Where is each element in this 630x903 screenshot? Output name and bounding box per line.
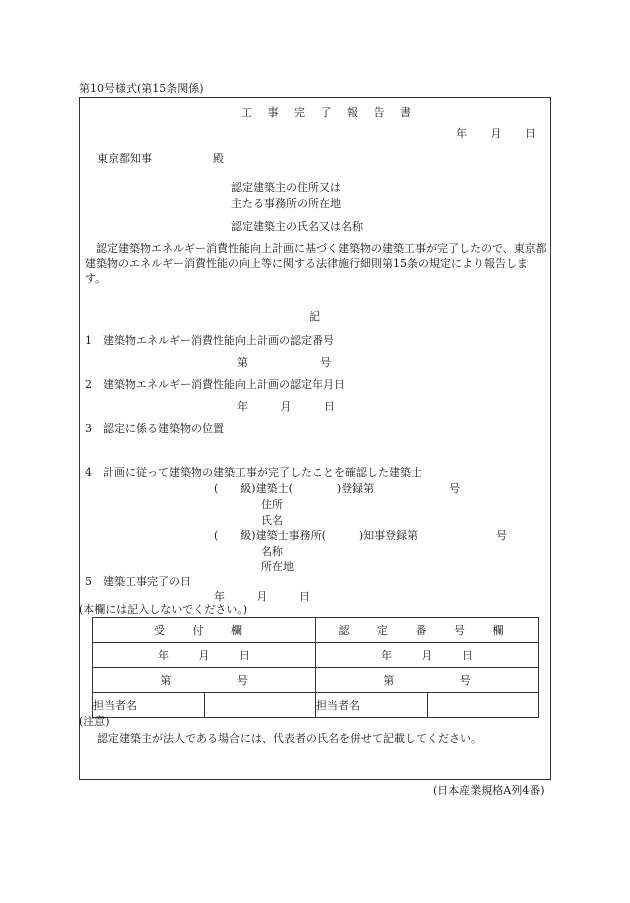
- architect-name-label: 氏名: [261, 514, 283, 527]
- cert-date-cell: [316, 643, 539, 668]
- item1-label: 建築物エネルギー消費性能向上計画の認定番号: [103, 334, 334, 347]
- office-use-note: (本欄には記入しないでください。): [79, 603, 248, 616]
- reception-go: 号: [236, 674, 248, 687]
- date-year: 年: [456, 127, 467, 140]
- architect-address-label: 住所: [261, 498, 283, 511]
- architect-number-suffix: 号: [449, 482, 460, 495]
- body-paragraph: 認定建築物エネルギー消費性能向上計画に基づく建築物の建築工事が完了したので、東京都建築物のエネルギー消費性能の向上等に関する法律施行細則第15条の規定により報告します。: [85, 242, 547, 285]
- cert-go: 号: [459, 674, 471, 687]
- reception-person-label: 担当者名: [93, 693, 205, 718]
- item5-year: 年: [214, 590, 225, 603]
- office-use-table: [92, 617, 539, 718]
- cert-day: 日: [462, 649, 473, 662]
- reception-number-cell: [93, 668, 316, 693]
- ki-heading: 記: [309, 310, 320, 323]
- applicant-address-label-1: 認定建築主の住所又は: [231, 181, 341, 194]
- office-name-label: 名称: [261, 545, 283, 558]
- cert-month: 月: [421, 649, 433, 662]
- cert-number-cell: [316, 668, 539, 693]
- applicant-address-label-2: 主たる事務所の所在地: [231, 197, 341, 210]
- cert-number-header: [316, 618, 539, 643]
- paper-size-note: (日本産業規格A列4番): [433, 784, 545, 797]
- office-class-line: ( 級)建築士事務所( )知事登録第: [214, 529, 419, 542]
- item2-date: [237, 400, 335, 413]
- addressee-name: 東京都知事: [97, 152, 152, 165]
- reception-year: 年: [158, 649, 169, 662]
- item1-go: 号: [320, 356, 331, 369]
- cert-person-field: [427, 693, 539, 718]
- reception-date-cell: [93, 643, 316, 668]
- addressee-honorific: 殿: [213, 152, 224, 165]
- item4-label: 計画に従って建築物の建築工事が完了したことを確認した建築士: [103, 466, 422, 479]
- item3-number: 3: [85, 422, 92, 435]
- document-title: 工 事 完 了 報 告 書: [241, 106, 417, 119]
- cert-dai: 第: [383, 674, 395, 687]
- office-number-suffix: 号: [496, 529, 507, 542]
- date-line: [456, 127, 536, 140]
- reception-header-label: 受 付 欄: [154, 624, 254, 637]
- item2-year: 年: [237, 400, 248, 413]
- reception-person-field: [204, 693, 316, 718]
- reception-header: [93, 618, 316, 643]
- item1-number: 1: [85, 334, 92, 347]
- date-day: 日: [525, 127, 536, 140]
- item5-month: 月: [256, 590, 268, 603]
- item2-month: 月: [280, 400, 292, 413]
- reception-dai: 第: [160, 674, 172, 687]
- item5-label: 建築工事完了の日: [103, 575, 191, 588]
- item5-number: 5: [85, 575, 92, 588]
- item4-number: 4: [85, 466, 92, 479]
- item2-number: 2: [85, 378, 92, 391]
- item1-dai: 第: [237, 356, 248, 369]
- item2-day: 日: [324, 400, 335, 413]
- notes-header: (注意): [79, 715, 110, 728]
- applicant-name-label: 認定建築主の氏名又は名称: [231, 220, 363, 233]
- item3-label: 認定に係る建築物の位置: [103, 422, 224, 435]
- item2-label: 建築物エネルギー消費性能向上計画の認定年月日: [103, 378, 345, 391]
- form-number: 第10号様式(第15条関係): [79, 82, 204, 95]
- reception-month: 月: [198, 649, 210, 662]
- date-month: 月: [490, 127, 502, 140]
- architect-class-line: ( 級)建築士( )登録第: [214, 482, 375, 495]
- office-location-label: 所在地: [261, 560, 294, 573]
- item5-date: [214, 590, 310, 603]
- cert-year: 年: [381, 649, 392, 662]
- cert-person-label: 担当者名: [316, 693, 428, 718]
- cert-number-header-label: 認 定 番 号 欄: [338, 624, 516, 637]
- notes-text: 認定建築主が法人である場合には、代表者の氏名を併せて記載してください。: [97, 732, 482, 745]
- reception-day: 日: [239, 649, 250, 662]
- item5-day: 日: [299, 590, 310, 603]
